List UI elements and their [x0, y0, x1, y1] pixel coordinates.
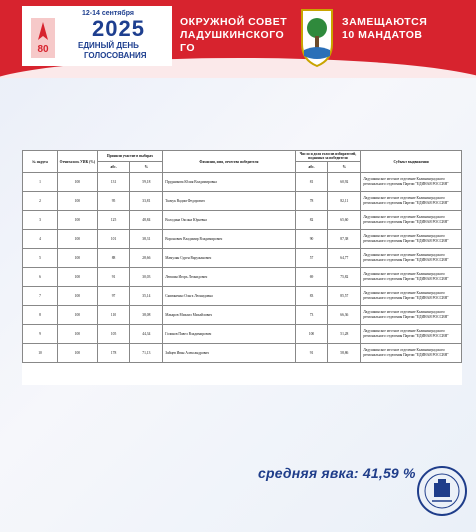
cell-party: Ладушкинское местное отделение Калининградского регионального отделения Партии "ЕДИНАЯ РОССИЯ" — [361, 306, 462, 325]
cell-pct: 38,08 — [130, 306, 163, 325]
cell-district: 9 — [23, 325, 58, 344]
cell-votes-pct: 75,82 — [328, 268, 361, 287]
cell-party: Ладушкинское местное отделение Калининградского регионального отделения Партии "ЕДИНАЯ РОССИЯ" — [361, 344, 462, 363]
cell-pct: 44,34 — [130, 325, 163, 344]
council-title-line2: ЛАДУШКИНСКОГО ГО — [180, 29, 285, 54]
table-row — [23, 173, 462, 192]
results-document — [22, 150, 462, 385]
cell-district: 7 — [23, 287, 58, 306]
cell-abs: 88 — [97, 249, 130, 268]
cell-votes-pct: 82,11 — [328, 192, 361, 211]
cell-uik: 100 — [58, 211, 98, 230]
table-row — [23, 230, 462, 249]
cell-district: 2 — [23, 192, 58, 211]
cell-winner: Воронович Владимир Владимирович — [163, 230, 295, 249]
cell-district: 6 — [23, 268, 58, 287]
cell-votes-pct: 87,38 — [328, 230, 361, 249]
cell-party: Ладушкинское местное отделение Калининградского регионального отделения Партии "ЕДИНАЯ РОССИЯ" — [361, 230, 462, 249]
table-row — [23, 211, 462, 230]
header-banner — [0, 0, 476, 78]
col-winner: Фамилия, имя, отчество победителя — [163, 151, 295, 173]
cell-votes-abs: 82 — [295, 211, 328, 230]
table-row — [23, 287, 462, 306]
cell-winner: Голиков Павел Владимирович — [163, 325, 295, 344]
cell-district: 10 — [23, 344, 58, 363]
cell-votes-abs: 83 — [295, 287, 328, 306]
col-participation-pct: % — [130, 162, 163, 173]
cell-votes-abs: 81 — [295, 173, 328, 192]
cell-party: Ладушкинское местное отделение Калининградского регионального отделения Партии "ЕДИНАЯ РОССИЯ" — [361, 268, 462, 287]
cell-votes-abs: 90 — [295, 230, 328, 249]
table-row — [23, 325, 462, 344]
cell-pct: 33,81 — [130, 192, 163, 211]
cell-district: 8 — [23, 306, 58, 325]
col-participation: Приняли участие в выборах — [97, 151, 163, 162]
svg-text:80: 80 — [37, 44, 49, 55]
cell-uik: 100 — [58, 173, 98, 192]
cell-votes-abs: 69 — [295, 268, 328, 287]
cell-party: Ладушкинское местное отделение Калининградского регионального отделения Партии "ЕДИНАЯ РОССИЯ" — [361, 325, 462, 344]
cell-votes-abs: 78 — [295, 192, 328, 211]
cell-party: Ладушкинское местное отделение Калининградского регионального отделения Партии "ЕДИНАЯ РОССИЯ" — [361, 249, 462, 268]
cell-party: Ладушкинское местное отделение Калининградского регионального отделения Партии "ЕДИНАЯ РОССИЯ" — [361, 211, 462, 230]
cell-pct: 30,03 — [130, 268, 163, 287]
col-district: № округа — [23, 151, 58, 173]
col-votes-abs: абс. — [295, 162, 328, 173]
cell-votes-abs: 73 — [295, 306, 328, 325]
cell-votes-pct: 58,86 — [328, 344, 361, 363]
cell-pct: 28,66 — [130, 249, 163, 268]
cell-votes-pct: 60,92 — [328, 173, 361, 192]
cell-abs: 110 — [97, 306, 130, 325]
cell-party: Ладушкинское местное отделение Калининградского регионального отделения Партии "ЕДИНАЯ РОССИЯ" — [361, 173, 462, 192]
cell-district: 5 — [23, 249, 58, 268]
cell-uik: 100 — [58, 230, 98, 249]
cell-winner: Зайцев Иван Александрович — [163, 344, 295, 363]
cell-votes-pct: 85,57 — [328, 287, 361, 306]
table-row — [23, 306, 462, 325]
election-commission-seal-icon — [416, 457, 468, 525]
mandates-title — [342, 16, 452, 42]
cell-winner: Скиваненко Ольга Леонидовна — [163, 287, 295, 306]
cell-uik: 100 — [58, 344, 98, 363]
cell-abs: 125 — [97, 211, 130, 230]
victory-80-icon — [28, 16, 58, 60]
cell-votes-abs: 91 — [295, 344, 328, 363]
table-row — [23, 249, 462, 268]
cell-uik: 100 — [58, 249, 98, 268]
logo-date-range: 12-14 сентября — [82, 10, 134, 17]
cell-party: Ладушкинское местное отделение Калининградского регионального отделения Партии "ЕДИНАЯ РОССИЯ" — [361, 192, 462, 211]
cell-abs: 95 — [97, 192, 130, 211]
cell-abs: 91 — [97, 268, 130, 287]
cell-abs: 131 — [97, 173, 130, 192]
cell-district: 3 — [23, 211, 58, 230]
cell-winner: Мамулян Сурен Варужанович — [163, 249, 295, 268]
mandates-line1: ЗАМЕЩАЮТСЯ — [342, 16, 428, 28]
col-votes: Число и доля голосов избирателей, поданных за победителя — [295, 151, 361, 162]
cell-party: Ладушкинское местное отделение Калининградского регионального отделения Партии "ЕДИНАЯ РОССИЯ" — [361, 287, 462, 306]
election-day-logo — [22, 6, 172, 66]
cell-uik: 100 — [58, 306, 98, 325]
cell-winner: Левшин Игорь Леонидович — [163, 268, 295, 287]
logo-line1: ЕДИНЫЙ ДЕНЬ — [78, 41, 139, 50]
logo-year: 2025 — [92, 16, 145, 41]
average-turnout: средняя явка: 41,59 % — [258, 465, 416, 481]
coat-of-arms-icon — [298, 4, 336, 68]
table-row — [23, 268, 462, 287]
cell-uik: 100 — [58, 287, 98, 306]
cell-pct: 71,13 — [130, 344, 163, 363]
cell-uik: 100 — [58, 325, 98, 344]
cell-abs: 101 — [97, 230, 130, 249]
cell-votes-pct: 51,28 — [328, 325, 361, 344]
col-votes-pct: % — [328, 162, 361, 173]
mandates-line2: 10 МАНДАТОВ — [342, 29, 423, 41]
cell-abs: 105 — [97, 325, 130, 344]
cell-district: 1 — [23, 173, 58, 192]
cell-winner: Прудникова Юлия Владимировна — [163, 173, 295, 192]
col-party: Субъект выдвижения — [361, 151, 462, 173]
cell-district: 4 — [23, 230, 58, 249]
logo-line2: ГОЛОСОВАНИЯ — [84, 51, 147, 60]
cell-votes-abs: 57 — [295, 249, 328, 268]
council-title-line1: ОКРУЖНОЙ СОВЕТ — [180, 16, 288, 28]
table-row — [23, 192, 462, 211]
col-processed: Отчиталось УИК (%) — [58, 151, 98, 173]
cell-pct: 48,84 — [130, 211, 163, 230]
cell-pct: 59,18 — [130, 173, 163, 192]
cell-winner: Ткачук Вадим Федорович — [163, 192, 295, 211]
cell-votes-abs: 100 — [295, 325, 328, 344]
cell-votes-pct: 65,60 — [328, 211, 361, 230]
council-title — [180, 16, 302, 55]
cell-uik: 100 — [58, 192, 98, 211]
cell-pct: 35,14 — [130, 287, 163, 306]
cell-pct: 38,31 — [130, 230, 163, 249]
cell-votes-pct: 66,36 — [328, 306, 361, 325]
cell-votes-pct: 64,77 — [328, 249, 361, 268]
cell-abs: 97 — [97, 287, 130, 306]
table-row — [23, 344, 462, 363]
cell-winner: Володина Оксана Юрьевна — [163, 211, 295, 230]
cell-winner: Макаров Михаил Михайлович — [163, 306, 295, 325]
col-participation-abs: абс. — [97, 162, 130, 173]
cell-abs: 178 — [97, 344, 130, 363]
cell-uik: 100 — [58, 268, 98, 287]
results-table — [22, 150, 462, 363]
